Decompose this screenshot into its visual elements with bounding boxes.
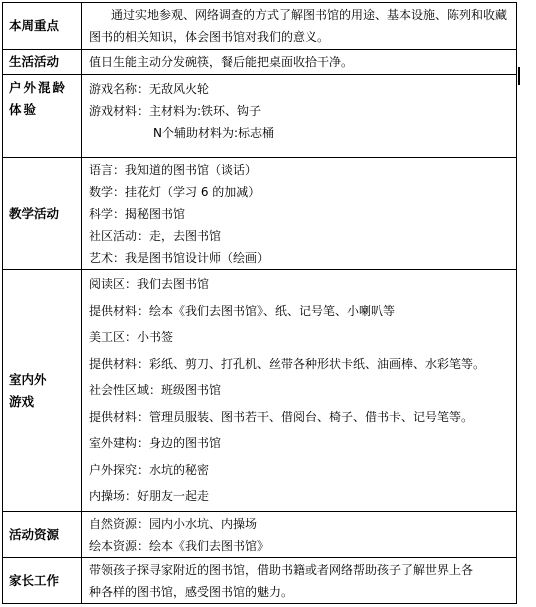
row-inout	[3, 270, 517, 512]
row-outdoor	[3, 75, 517, 158]
content-teaching	[82, 158, 517, 270]
teaching-item: 社区活动：走，去图书馆	[89, 228, 222, 243]
parents-line2: 种各样的图书馆，感受图书馆的魅力。	[89, 584, 294, 599]
label-life: 生活活动	[3, 50, 82, 75]
content-inout	[82, 270, 517, 512]
content-life	[82, 50, 517, 75]
row-focus	[3, 3, 517, 50]
inout-item: 阅读区：我们去图书馆	[89, 277, 210, 292]
inout-item: 提供材料：绘本《我们去图书馆》、纸、记号笔、小喇叭等	[89, 303, 396, 318]
outdoor-aux-materials: N个辅助材料为:标志桶	[153, 126, 275, 140]
right-edge-mark	[518, 67, 520, 85]
focus-text: 通过实地参观、网络调查的方式了解图书馆的用途、基本设施、陈列和收藏图书的相关知识，体会图书馆对我们的意义。	[89, 8, 508, 44]
teaching-item: 语言：我知道的图书馆（谈话）	[89, 162, 258, 177]
teaching-item: 科学：揭秘图书馆	[89, 206, 186, 221]
label-focus: 本周重点	[3, 3, 82, 50]
content-outdoor	[82, 75, 517, 158]
label-teaching: 教学活动	[3, 158, 82, 270]
inout-item: 内操场：好朋友一起走	[89, 489, 210, 504]
label-outdoor	[3, 75, 82, 158]
inout-item: 提供材料：彩纸、剪刀、打孔机、丝带各种形状卡纸、油画棒、水彩笔等。	[89, 356, 486, 371]
teaching-item: 数学：挂花灯（学习 6 的加减）	[89, 184, 261, 199]
content-parents	[82, 558, 517, 604]
inout-item: 美工区：小书签	[89, 330, 174, 345]
label-outdoor-line1: 户外混龄	[9, 80, 68, 95]
label-inout	[3, 270, 82, 512]
life-text: 值日生能主动分发碗筷，餐后能把桌面收拾干净。	[89, 55, 354, 69]
row-teaching	[3, 158, 517, 270]
weekly-plan-table	[2, 2, 517, 604]
resources-natural: 自然资源：园内小水坑、内操场	[89, 516, 258, 531]
content-focus	[82, 3, 517, 50]
inout-item: 提供材料：管理员服装、图书若干、借阅台、椅子、借书卡、记号笔等。	[89, 409, 474, 424]
outdoor-materials: 游戏材料：主材料为:铁环、钩子	[89, 104, 262, 118]
content-resources	[82, 512, 517, 558]
label-inout-line1: 室内外	[9, 371, 47, 387]
label-resources: 活动资源	[3, 512, 82, 558]
row-parents	[3, 558, 517, 604]
inout-item: 社会性区域：班级图书馆	[89, 383, 222, 398]
outdoor-game-name: 游戏名称：无敌风火轮	[89, 82, 210, 96]
parents-line1: 带领孩子探寻家附近的图书馆，借助书籍或者网络帮助孩子了解世界上各	[89, 562, 474, 577]
row-resources	[3, 512, 517, 558]
inout-item: 户外探究：水坑的秘密	[89, 462, 210, 477]
inout-item: 室外建构：身边的图书馆	[89, 436, 222, 451]
label-parents: 家长工作	[3, 558, 82, 604]
row-life	[3, 50, 517, 75]
teaching-item: 艺术：我是图书馆设计师（绘画）	[89, 250, 270, 265]
label-outdoor-line2: 体验	[9, 102, 39, 117]
label-inout-line2: 游戏	[9, 393, 35, 409]
resources-picturebook: 绘本资源：绘本《我们去图书馆》	[89, 538, 270, 553]
